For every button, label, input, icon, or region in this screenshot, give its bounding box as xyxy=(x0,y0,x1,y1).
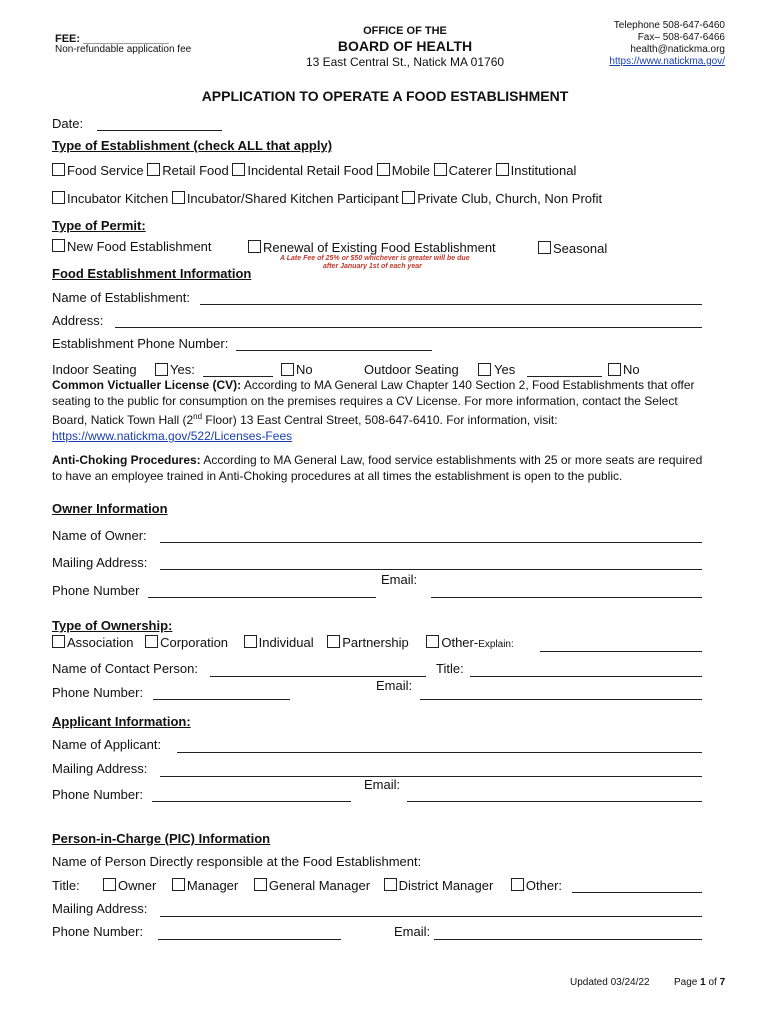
option-district-manager: District Manager xyxy=(398,878,494,893)
owner-phone-label: Phone Number xyxy=(52,583,140,598)
option-corporation: Corporation xyxy=(160,635,229,650)
checkbox-seasonal[interactable] xyxy=(538,241,551,254)
pic-title-options xyxy=(103,878,562,893)
ownership-options xyxy=(52,635,514,650)
establishment-name-label: Name of Establishment: xyxy=(52,290,191,305)
establishment-name-field[interactable] xyxy=(200,304,702,305)
checkbox-general-manager[interactable] xyxy=(254,878,267,891)
pic-email-field[interactable] xyxy=(434,939,702,940)
late-fee-note-2: after January 1st of each year xyxy=(323,263,422,270)
option-incubator-kitchen: Incubator Kitchen xyxy=(67,191,169,206)
email-contact: health@natickma.org xyxy=(630,44,725,55)
address-label: Address: xyxy=(52,313,104,328)
choking-lead: Anti-Choking Procedures: xyxy=(52,453,201,467)
late-fee-note-1: A Late Fee of 25% or $50 whichever is greater will be due xyxy=(280,255,470,262)
option-association: Association xyxy=(67,635,134,650)
applicant-email-field[interactable] xyxy=(407,801,702,802)
checkbox-outdoor-yes[interactable] xyxy=(478,363,491,376)
checkbox-mobile[interactable] xyxy=(377,163,390,176)
applicant-phone-label: Phone Number: xyxy=(52,787,144,802)
page-total: 7 xyxy=(719,977,726,988)
option-explain: Explain: xyxy=(478,639,514,650)
cv-lead: Common Victualler License (CV): xyxy=(52,378,242,392)
ownership-explain-field[interactable] xyxy=(540,651,702,652)
page-number xyxy=(674,977,725,988)
pic-phone-field[interactable] xyxy=(158,939,341,940)
checkbox-new-establishment[interactable] xyxy=(52,239,65,252)
owner-name-field[interactable] xyxy=(160,542,702,543)
telephone: Telephone 508-647-6460 xyxy=(613,20,725,31)
option-other-title: Other: xyxy=(525,878,563,893)
owner-mailing-field[interactable] xyxy=(160,569,702,570)
form-title: APPLICATION TO OPERATE A FOOD ESTABLISHMENT xyxy=(201,88,569,104)
address-field[interactable] xyxy=(115,327,702,328)
checkbox-association[interactable] xyxy=(52,635,65,648)
board-title: BOARD OF HEALTH xyxy=(337,38,473,54)
pic-responsible-label: Name of Person Directly responsible at the Food Establishment: xyxy=(52,854,422,869)
checkbox-incidental-retail[interactable] xyxy=(232,163,245,176)
option-food-service: Food Service xyxy=(67,163,144,178)
checkbox-indoor-no[interactable] xyxy=(281,363,294,376)
establishment-phone-label: Establishment Phone Number: xyxy=(52,336,229,351)
option-new-establishment: New Food Establishment xyxy=(67,239,212,254)
permit-renewal xyxy=(248,240,496,255)
owner-heading: Owner Information xyxy=(52,501,168,516)
cv-link[interactable]: https://www.natickma.gov/522/Licenses-Fees xyxy=(52,429,293,443)
option-partnership: Partnership xyxy=(342,635,409,650)
owner-email-field[interactable] xyxy=(431,597,702,598)
checkbox-owner[interactable] xyxy=(103,878,116,891)
checkbox-district-manager[interactable] xyxy=(384,878,397,891)
page-current: 1 xyxy=(700,977,706,988)
establishment-type-row2 xyxy=(52,191,602,206)
pic-heading: Person-in-Charge (PIC) Information xyxy=(52,831,271,846)
checkbox-private-club[interactable] xyxy=(402,191,415,204)
pic-phone-label: Phone Number: xyxy=(52,924,144,939)
option-caterer: Caterer xyxy=(448,163,492,178)
date-label: Date: xyxy=(52,116,84,131)
office-label: OFFICE OF THE xyxy=(363,25,447,37)
contact-person-label: Name of Contact Person: xyxy=(52,661,198,676)
contact-email-label: Email: xyxy=(376,678,413,693)
option-other: Other- xyxy=(441,635,479,650)
checkbox-partnership[interactable] xyxy=(327,635,340,648)
checkbox-renewal[interactable] xyxy=(248,240,261,253)
cv-paragraph xyxy=(52,377,704,444)
checkbox-retail-food[interactable] xyxy=(147,163,160,176)
contact-phone-field[interactable] xyxy=(153,699,290,700)
option-institutional: Institutional xyxy=(510,163,577,178)
owner-phone-field[interactable] xyxy=(148,597,376,598)
checkbox-outdoor-no[interactable] xyxy=(608,363,621,376)
permit-heading: Type of Permit: xyxy=(52,218,146,233)
establishment-phone-field[interactable] xyxy=(236,350,432,351)
applicant-name-label: Name of Applicant: xyxy=(52,737,162,752)
checkbox-corporation[interactable] xyxy=(145,635,158,648)
checkbox-incubator-kitchen[interactable] xyxy=(52,191,65,204)
applicant-name-field[interactable] xyxy=(177,752,702,753)
contact-title-field[interactable] xyxy=(470,676,702,677)
pic-email-label: Email: xyxy=(394,924,431,939)
contact-person-field[interactable] xyxy=(210,676,426,677)
updated-date: Updated 03/24/22 xyxy=(570,977,650,988)
applicant-phone-field[interactable] xyxy=(152,801,351,802)
fee-note: Non-refundable application fee xyxy=(55,44,192,55)
indoor-no-label: No xyxy=(296,362,313,377)
option-individual: Individual xyxy=(258,635,314,650)
option-manager: Manager xyxy=(186,878,239,893)
page-of: of xyxy=(705,977,720,988)
ownership-heading: Type of Ownership: xyxy=(52,618,173,633)
option-renewal: Renewal of Existing Food Establishment xyxy=(263,240,496,255)
page-prefix: Page xyxy=(674,977,701,988)
permit-seasonal xyxy=(538,241,607,256)
cv-sup: nd xyxy=(193,412,203,421)
fax: Fax– 508-647-6466 xyxy=(637,32,725,43)
checkbox-individual[interactable] xyxy=(244,635,257,648)
owner-name-label: Name of Owner: xyxy=(52,528,147,543)
outdoor-no-label: No xyxy=(623,362,640,377)
checkbox-caterer[interactable] xyxy=(434,163,447,176)
pic-mailing-label: Mailing Address: xyxy=(52,901,148,916)
checkbox-other[interactable] xyxy=(426,635,439,648)
applicant-heading: Applicant Information: xyxy=(52,714,191,729)
cv-text-1: According to MA General Law Chapter 140 Section 2, Food Establishments that offer seating to the public for consumption on the premises requires a CV License. For more information, contact the Select Board, Natick Town Hall (2 xyxy=(52,378,695,427)
checkbox-incubator-participant[interactable] xyxy=(172,191,185,204)
contact-title-label: Title: xyxy=(436,661,464,676)
option-seasonal: Seasonal xyxy=(553,241,608,256)
contact-email-field[interactable] xyxy=(420,699,702,700)
checkbox-other-title[interactable] xyxy=(511,878,524,891)
option-incidental-retail: Incidental Retail Food xyxy=(247,163,374,178)
option-general-manager: General Manager xyxy=(268,878,371,893)
establishment-type-heading: Type of Establishment (check ALL that apply) xyxy=(52,138,333,153)
option-mobile: Mobile xyxy=(391,163,430,178)
checkbox-food-service[interactable] xyxy=(52,163,65,176)
info-heading: Food Establishment Information xyxy=(52,266,252,281)
website-link[interactable]: https://www.natickma.gov/ xyxy=(609,56,725,67)
checkbox-indoor-yes[interactable] xyxy=(155,363,168,376)
checkbox-institutional[interactable] xyxy=(496,163,509,176)
pic-title-label: Title: xyxy=(52,878,80,893)
owner-email-label: Email: xyxy=(381,572,418,587)
outdoor-seating-label: Outdoor Seating xyxy=(364,362,459,377)
owner-mailing-label: Mailing Address: xyxy=(52,555,148,570)
option-retail-food: Retail Food xyxy=(162,163,229,178)
board-address: 13 East Central St., Natick MA 01760 xyxy=(305,55,505,69)
indoor-yes-label: Yes: xyxy=(170,362,195,377)
indoor-seating-label: Indoor Seating xyxy=(52,362,137,377)
applicant-email-label: Email: xyxy=(364,777,401,792)
option-private-club: Private Club, Church, Non Profit xyxy=(417,191,603,206)
choking-paragraph xyxy=(52,452,704,484)
option-incubator-participant: Incubator/Shared Kitchen Participant xyxy=(186,191,399,206)
outdoor-yes-label: Yes xyxy=(494,362,516,377)
cv-text-2: Floor) 13 East Central Street, 508-647-6410. For information, visit: xyxy=(202,413,558,427)
date-field[interactable] xyxy=(97,130,222,131)
permit-new xyxy=(52,239,212,254)
option-owner: Owner xyxy=(118,878,157,893)
applicant-mailing-field[interactable] xyxy=(160,776,702,777)
pic-other-field[interactable] xyxy=(572,892,702,893)
establishment-type-row1 xyxy=(52,163,576,178)
contact-phone-label: Phone Number: xyxy=(52,685,144,700)
choking-text: According to MA General Law, food service establishments with 25 or more seats are required to have an employee trained in Anti-Choking procedures at all times the establishment is open to the public. xyxy=(52,453,703,483)
checkbox-manager[interactable] xyxy=(172,878,185,891)
pic-mailing-field[interactable] xyxy=(160,916,702,917)
applicant-mailing-label: Mailing Address: xyxy=(52,761,148,776)
fee-label: FEE: ______________ xyxy=(55,33,169,45)
